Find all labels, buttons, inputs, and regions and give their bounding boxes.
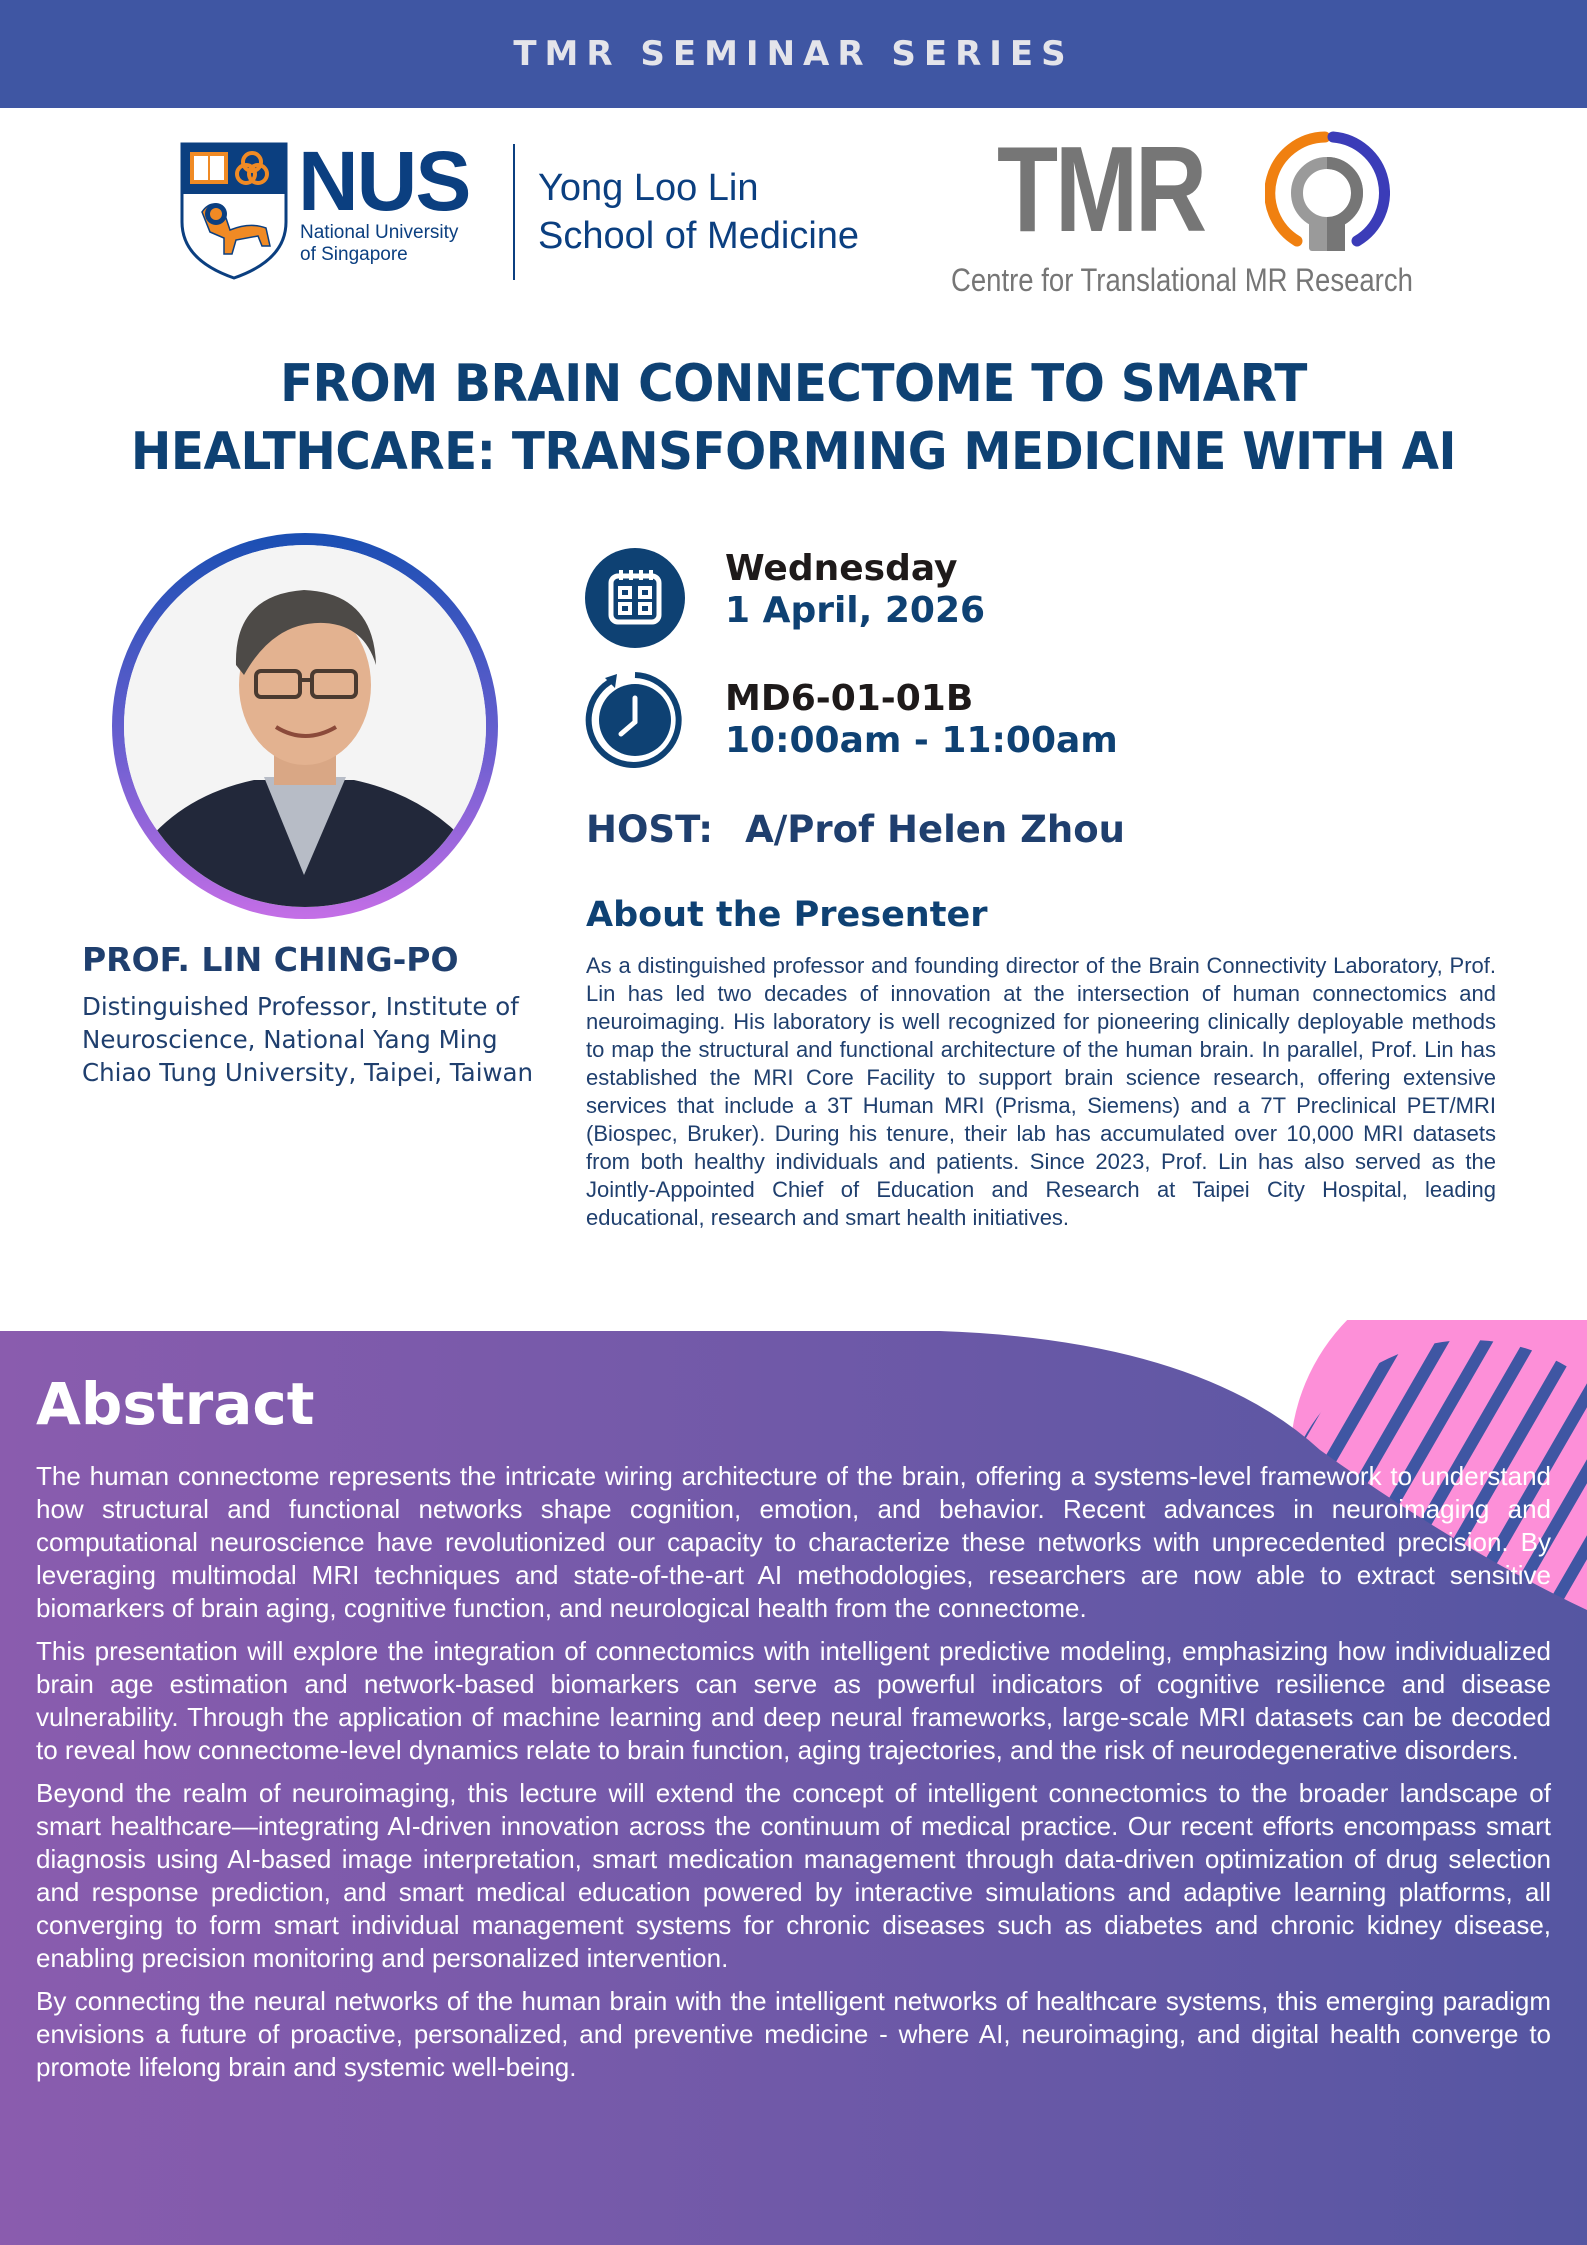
abstract-body: [36, 1460, 1551, 2094]
speaker-name: PROF. LIN CHING-PO: [82, 940, 459, 979]
tmr-subtitle: Centre for Translational MR Research: [951, 262, 1413, 298]
event-venue-time: [725, 678, 1118, 762]
mri-scanner-icon: [1265, 131, 1390, 256]
abstract-paragraph: The human connectome represents the intricate wiring architecture of the brain, offering a systems-level framework to understand how structural and functional networks shape cognition, emotion, and behavior. Recent advances in neuroimaging and computational neuroscience have revolutionized our capacity to characterize these networks with unprecedented precision. By leveraging multimodal MRI techniques and state-of-the-art AI methodologies, researchers are now able to extract sensitive biomarkers of brain aging, cognitive function, and neurological health from the connectome.: [36, 1461, 1551, 1623]
header-bar: [0, 0, 1587, 108]
calendar-icon: [585, 548, 685, 648]
event-date: [725, 548, 985, 632]
nus-wordmark: NUS: [298, 134, 470, 228]
series-label: TMR SEMINAR SERIES: [513, 34, 1074, 74]
event-day: Wednesday: [725, 548, 958, 589]
calendar-icon-badge: [585, 548, 685, 648]
speaker-affiliation: Distinguished Professor, Institute of Neuroscience, National Yang Ming Chiao Tung University, Taipei, Taiwan: [82, 992, 534, 1087]
host-name: A/Prof Helen Zhou: [745, 808, 1125, 851]
nus-fullname: National University of Singapore: [300, 222, 459, 265]
event-time: 10:00am - 11:00am: [725, 720, 1118, 761]
event-venue: MD6-01-01B: [725, 678, 974, 719]
school-name: Yong Loo Lin School of Medicine: [538, 167, 860, 257]
seminar-title: FROM BRAIN CONNECTOME TO SMART HEALTHCARE: TRANSFORMING MEDICINE WITH AI: [130, 354, 1457, 482]
speaker-photo: [124, 545, 486, 907]
logo-divider: [513, 144, 515, 280]
speaker-photo-frame: [112, 533, 498, 919]
nus-shield-icon: [180, 142, 288, 280]
about-heading: About the Presenter: [586, 895, 988, 935]
clock-icon: [583, 668, 687, 772]
abstract-heading: Abstract: [36, 1370, 315, 1438]
about-body: As a distinguished professor and founding director of the Brain Connectivity Laboratory, Prof. Lin has led two decades of innovation at the intersection of human connectomics and neuroimaging. His laboratory is well recognized for pioneering clinically deployable methods to map the structural and functional architecture of the human brain. In parallel, Prof. Lin has established the MRI Core Facility to support brain science research, offering extensive services that include a 3T Human MRI (Prisma, Siemens) and a 7T Preclinical PET/MRI (Biospec, Bruker). During his tenure, their lab has accumulated over 10,000 MRI datasets from both healthy individuals and patients. Since 2023, Prof. Lin has also served as the Jointly-Appointed Chief of Education and Research at Taipei City Hospital, leading educational, research and smart health initiatives.: [586, 953, 1496, 1230]
abstract-paragraph: By connecting the neural networks of the human brain with the intelligent networks of healthcare systems, this emerging paradigm envisions a future of proactive, personalized, and preventive medicine - where AI, neuroimaging, and digital health converge to promote lifelong brain and systemic well-being.: [36, 1986, 1551, 2082]
person-portrait-icon: [124, 545, 486, 907]
abstract-paragraph: Beyond the realm of neuroimaging, this lecture will extend the concept of intelligent connectomics to the broader landscape of smart healthcare—integrating AI-driven innovation across the continuum of medical practice. Our recent efforts encompass smart diagnosis using AI-based image interpretation, smart medication management through data-driven optimization of drug selection and response prediction, and smart medical education powered by interactive simulations and adaptive learning platforms, all converging to form smart individual management systems for chronic diseases such as diabetes and chronic kidney disease, enabling precision monitoring and personalized intervention.: [36, 1778, 1551, 1973]
event-date-value: 1 April, 2026: [725, 590, 986, 631]
abstract-paragraph: This presentation will explore the integration of connectomics with intelligent predictive modeling, emphasizing how individualized brain age estimation and network-based biomarkers can serve as powerful indicators of cognitive resilience and disease vulnerability. Through the application of machine learning and deep neural frameworks, large-scale MRI datasets can be decoded to reveal how connectome-level dynamics relate to brain function, aging trajectories, and the risk of neurodegenerative disorders.: [36, 1636, 1551, 1765]
nus-logo: [180, 134, 910, 287]
event-host: [586, 808, 1125, 851]
host-label: HOST:: [586, 808, 714, 851]
tmr-logo: [951, 121, 1415, 303]
tmr-wordmark: TMR: [997, 121, 1204, 257]
